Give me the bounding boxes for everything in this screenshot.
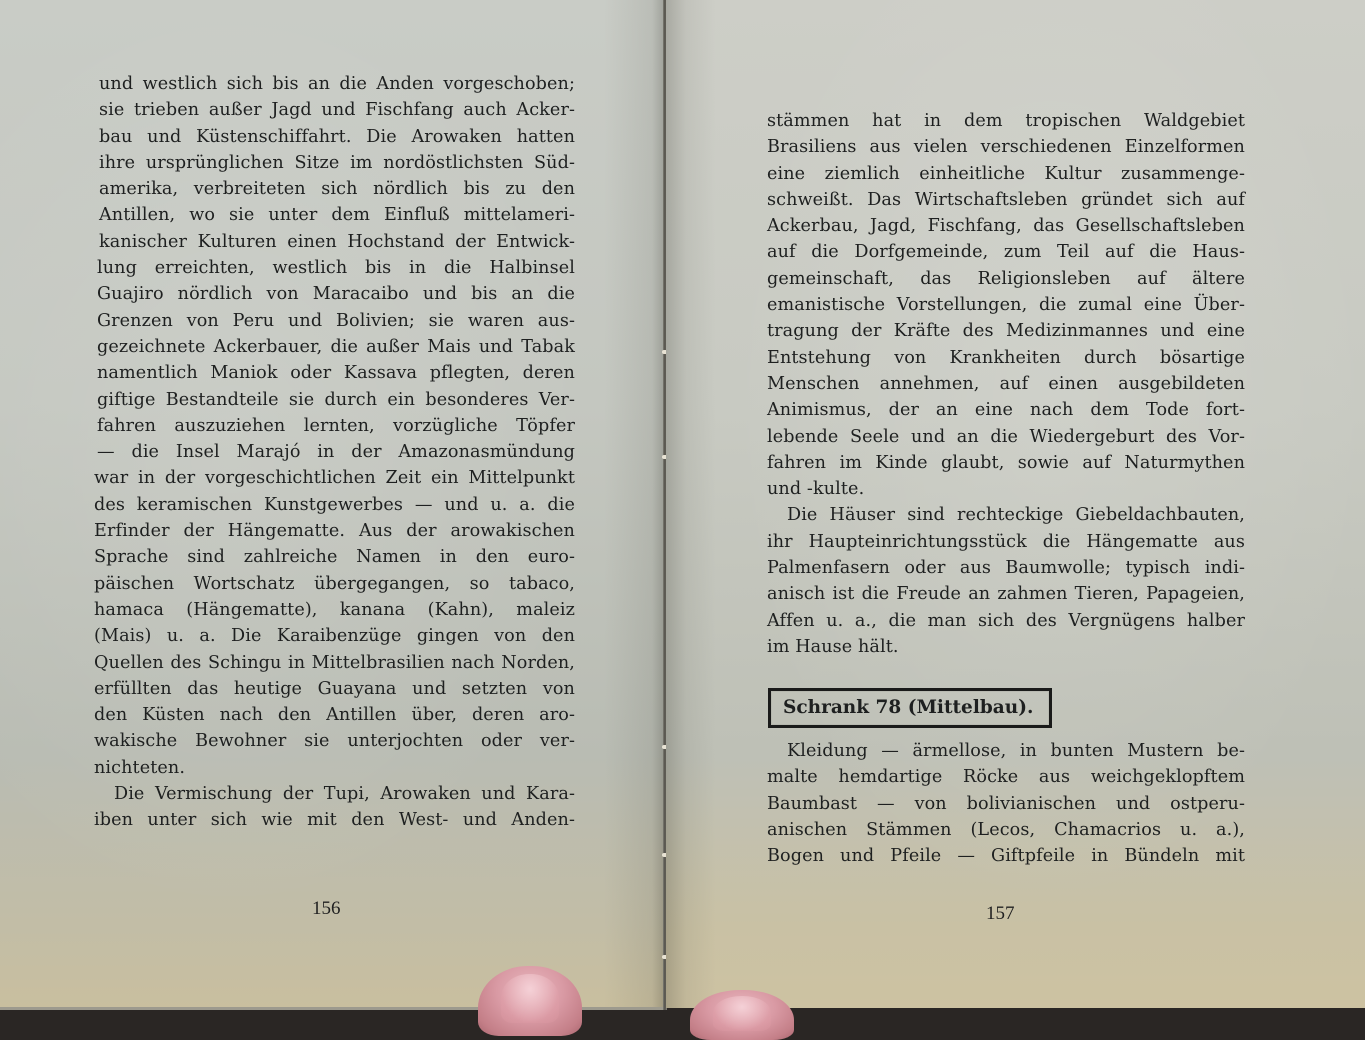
section-heading: Schrank 78 (Mittelbau). [783,697,1034,718]
text-line: bau und Küstenschiffahrt. Die Arowaken hatten [99,126,575,147]
text-line: Bogen und Pfeile — Giftpfeile in Bündeln mit [767,846,1245,867]
text-line: lung erreichten, westlich bis in die Halbinsel [97,258,575,279]
right-thumb [690,990,794,1040]
text-line: erfüllten das heutige Guayana und setzten von [94,678,575,699]
text-line: anischen Stämmen (Lecos, Chamacrios u. a.), [767,819,1245,840]
text-line: amerika, verbreiteten sich nördlich bis zu den [99,179,575,200]
paragraph-start-line: Kleidung — ärmellose, in bunten Mustern be- [787,741,1245,761]
text-line: päischen Wortschatz übergegangen, so tabaco, [94,573,575,594]
page-number-right: 157 [986,903,1015,924]
text-line: und westlich sich bis an die Anden vorgeschoben; [99,74,575,94]
text-line: Affen u. a., die man sich des Vergnügens halber [767,610,1245,631]
paragraph-start-line: Die Häuser sind rechteckige Giebeldachbauten, [787,505,1245,526]
left-page [0,0,664,1010]
right-page-section-text [767,738,1245,869]
text-line: des keramischen Kunstgewerbes — und u. a. die [94,494,575,515]
text-line: ihr Haupteinrichtungsstück die Hängematte aus [767,531,1245,552]
thumbnail-highlight [713,996,771,1031]
text-line: war in der vorgeschichtlichen Zeit ein Mittelpunkt [94,468,575,489]
text-line: wakische Bewohner sie unterjochten oder ver- [94,731,575,752]
text-line: eine ziemlich einheitliche Kultur zusammenge- [767,163,1245,184]
text-line: im Hause hält. [767,636,899,657]
text-line: Palmenfasern oder aus Baumwolle; typisch indi- [767,558,1245,579]
text-line: sie trieben außer Jagd und Fischfang auch Acker- [99,100,575,121]
text-line: gemeinschaft, das Religionsleben auf ältere [767,268,1245,289]
text-line: Menschen annehmen, auf einen ausgebildeten [767,373,1245,394]
paragraph-start-line: Die Vermischung der Tupi, Arowaken und Kara- [114,784,575,805]
thumbnail-highlight [501,974,559,1023]
text-line: gezeichnete Ackerbauer, die außer Mais und Tabak [97,336,575,357]
left-page-body-text [94,71,575,834]
right-page-paragraphs [767,108,1245,660]
text-line: hamaca (Hängematte), kanana (Kahn), maleiz [94,599,575,620]
text-line: schweißt. Das Wirtschaftsleben gründet sich auf [767,189,1245,210]
text-line: Sprache sind zahlreiche Namen in den euro- [94,547,575,568]
text-line: Erfinder der Hängematte. Aus der arowakischen [94,521,575,542]
text-line: Grenzen von Peru und Bolivien; sie waren aus- [97,310,575,331]
text-line: Antillen, wo sie unter dem Einfluß mittelameri- [99,205,575,226]
text-line: anisch ist die Freude an zahmen Tieren, Papageien, [767,584,1245,605]
left-thumb [478,966,582,1036]
section-heading-box [768,688,1052,728]
text-line: Guajiro nördlich von Maracaibo und bis an die [97,284,575,305]
text-line: malte hemdartige Röcke aus weichgeklopftem [767,767,1245,788]
text-line: — die Insel Marajó in der Amazonasmündung [97,442,575,463]
text-line: lebende Seele und an die Wiedergeburt des Vor- [767,426,1245,447]
text-line: den Küsten nach den Antillen über, deren aro- [94,705,575,726]
text-line: Quellen des Schingu in Mittelbrasilien nach Norden, [94,652,575,673]
text-line: nichteten. [94,757,186,778]
page-number-left: 156 [312,898,341,919]
text-line: giftige Bestandteile sie durch ein besonderes Ver- [97,389,575,410]
text-line: (Mais) u. a. Die Karaibenzüge gingen von den [94,626,575,647]
text-line: ihre ursprünglichen Sitze im nordöstlichsten Süd- [99,152,575,173]
text-line: stämmen hat in dem tropischen Waldgebiet [767,111,1245,131]
right-page [666,0,1365,1008]
text-line: Brasiliens aus vielen verschiedenen Einzelformen [767,137,1245,158]
text-line: namentlich Maniok oder Kassava pflegten, deren [97,363,575,384]
text-line: Ackerbau, Jagd, Fischfang, das Gesellschaftsleben [767,216,1245,237]
text-line: Entstehung von Krankheiten durch bösartige [767,347,1245,368]
text-line: fahren im Kinde glaubt, sowie auf Naturmythen [767,452,1245,473]
text-line: auf die Dorfgemeinde, zum Teil auf die Haus- [767,242,1245,263]
text-line: fahren auszuziehen lernten, vorzügliche Töpfer [97,415,575,436]
text-line: kanischer Kulturen einen Hochstand der Entwick- [99,231,575,252]
text-line: tragung der Kräfte des Medizinmannes und eine [767,321,1245,342]
text-line: emanistische Vorstellungen, die zumal eine Über- [767,295,1245,316]
text-line: iben unter sich wie mit den West- und Anden- [94,810,575,831]
text-line: Baumbast — von bolivianischen und ostperu- [767,793,1245,814]
text-line: und -kulte. [767,479,865,500]
text-line: Animismus, der an eine nach dem Tode fort- [767,400,1245,421]
